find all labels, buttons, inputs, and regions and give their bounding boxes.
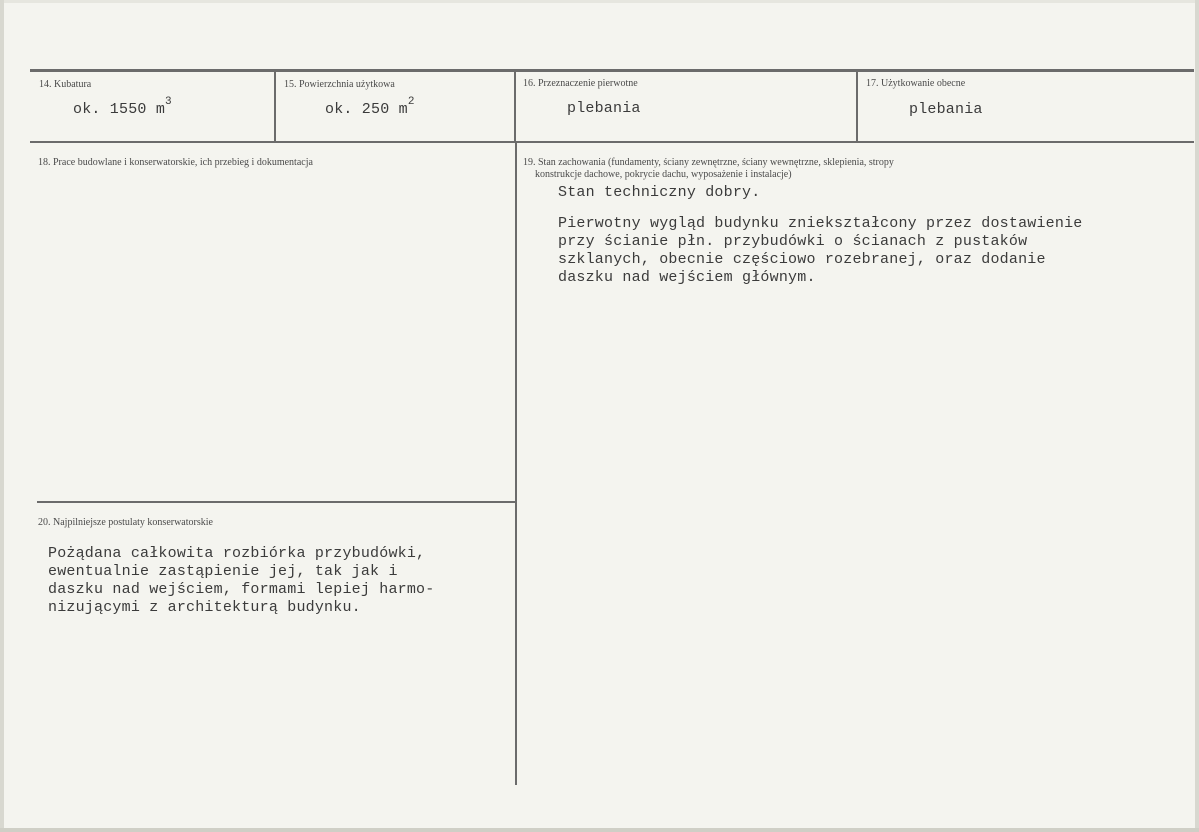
card-edge-right xyxy=(1195,0,1199,832)
field-20-line: daszku nad wejściem, formami lepiej harmo- xyxy=(48,581,435,598)
field-15-label: 15. Powierzchnia użytkowa xyxy=(284,79,395,90)
field-19-line: Pierwotny wygląd budynku zniekształcony przez dostawienie xyxy=(558,215,1083,232)
field-19-line: przy ścianie płn. przybudówki o ścianach z pustaków xyxy=(558,233,1028,250)
field-19-label-line1: 19. Stan zachowania (fundamenty, ściany zewnętrzne, ściany wewnętrzne, sklepienia, stropy xyxy=(523,157,894,168)
section-20-rule xyxy=(37,501,516,503)
field-16-label: 16. Przeznaczenie pierwotne xyxy=(523,78,638,89)
field-15-value xyxy=(325,96,415,120)
field-14-label: 14. Kubatura xyxy=(39,79,92,90)
divider-14-15 xyxy=(274,70,276,142)
field-18-label: 18. Prace budowlane i konserwatorskie, ich przebieg i dokumentacja xyxy=(38,157,313,168)
field-20-line: Pożądana całkowita rozbiórka przybudówki, xyxy=(48,545,426,562)
field-17-label: 17. Użytkowanie obecne xyxy=(866,78,966,89)
divider-main xyxy=(515,142,517,785)
top-rule xyxy=(30,69,1194,72)
field-16-value: plebania xyxy=(567,100,641,117)
field-19-label-line2: konstrukcje dachowe, pokrycie dachu, wyposażenie i instalacje) xyxy=(535,169,792,180)
field-17-value: plebania xyxy=(909,101,983,118)
field-19-paragraph xyxy=(558,215,1082,287)
field-19-status: Stan techniczny dobry. xyxy=(558,184,761,201)
card-edge-left xyxy=(0,0,4,832)
row-rule xyxy=(30,141,1194,143)
field-20-label: 20. Najpilniejsze postulaty konserwatorskie xyxy=(38,517,213,528)
field-19-line: daszku nad wejściem głównym. xyxy=(558,269,816,286)
divider-15-16 xyxy=(514,70,516,142)
divider-16-17 xyxy=(856,70,858,142)
field-15-exponent: 2 xyxy=(407,96,415,108)
field-14-exponent: 3 xyxy=(165,96,172,108)
field-20-text xyxy=(48,545,434,617)
field-19-line: szklanych, obecnie częściowo rozebranej, oraz dodanie xyxy=(558,251,1046,268)
field-14-value xyxy=(73,96,172,120)
field-20-line: ewentualnie zastąpienie jej, tak jak i xyxy=(48,563,398,580)
field-14-value-text: ok. 1550 m xyxy=(73,101,166,118)
field-15-value-text: ok. 250 m xyxy=(325,101,408,118)
field-20-line: nizującymi z architekturą budynku. xyxy=(48,599,361,616)
card-edge-bottom xyxy=(0,828,1199,832)
